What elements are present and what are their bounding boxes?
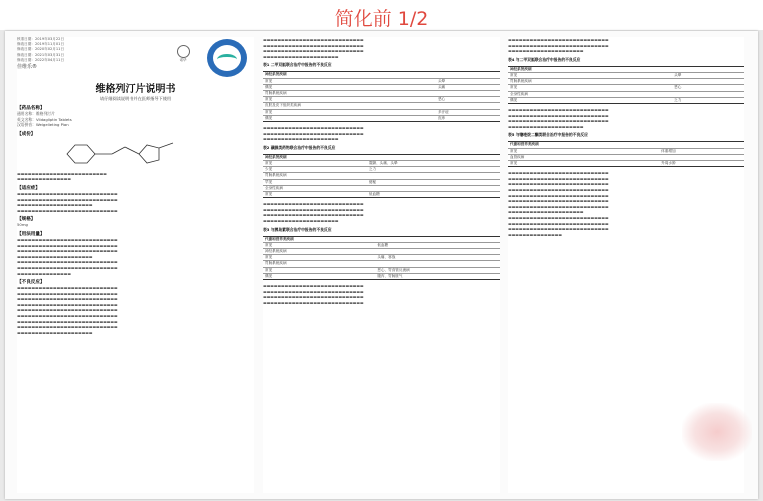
text-line: 通用名称：维格列汀片: [17, 111, 55, 116]
text-placeholder: ▬▬▬▬▬▬▬▬▬▬▬▬▬▬▬▬▬▬▬▬▬▬▬▬▬▬▬▬: [508, 42, 609, 48]
text-placeholder: ▬▬▬▬▬▬▬▬▬▬▬▬▬▬▬▬▬▬▬▬▬▬▬▬▬▬▬▬: [263, 42, 364, 48]
table-cell: 常见: [263, 109, 436, 115]
text-placeholder: ▬▬▬▬▬▬▬▬▬▬▬▬▬▬▬▬▬▬▬▬▬▬▬▬▬▬▬▬: [17, 313, 118, 319]
table-cell: 常见: [263, 160, 367, 166]
table-caption: 表2 磺脲类药物联合治疗中报告的不良反应: [263, 144, 336, 150]
text-placeholder: ▬▬▬▬▬▬▬▬▬▬▬▬▬▬▬▬▬▬▬▬▬: [508, 209, 584, 215]
adverse-reaction-table: [508, 141, 744, 167]
section-heading: 【药品名称】: [17, 106, 45, 111]
table-cell: 血管疾病: [508, 154, 659, 160]
text-placeholder: ▬▬▬▬▬▬▬▬▬▬▬▬▬▬▬▬▬▬▬▬▬▬▬▬▬▬▬▬: [508, 214, 609, 220]
text-placeholder: ▬▬▬▬▬▬▬▬▬▬▬▬▬▬▬▬▬▬▬▬▬▬▬▬▬▬▬▬: [17, 264, 118, 270]
table-cell: 罕见: [263, 179, 367, 185]
table-cell: 胃肠系统疾病: [263, 261, 375, 267]
product-logo-icon: [207, 39, 247, 77]
text-placeholder: ▬▬▬▬▬▬▬▬▬▬▬▬▬▬▬▬▬▬▬▬▬▬▬▬▬▬▬▬: [17, 259, 118, 265]
leaflet-header: [17, 37, 254, 79]
brand-mark: 佳维乐®: [17, 64, 38, 70]
text-placeholder: ▬▬▬▬▬▬▬▬▬▬▬▬▬▬▬▬▬▬▬▬▬▬▬▬▬▬▬▬: [508, 175, 609, 181]
text-placeholder: ▬▬▬▬▬▬▬▬▬▬▬▬▬▬▬▬▬▬▬▬▬▬▬▬▬▬▬▬: [17, 196, 118, 202]
table-cell: 全身性疾病: [508, 91, 672, 97]
date-line: 核准日期：2019年03月22日: [17, 37, 65, 41]
chemical-structure: [17, 139, 254, 169]
text-line: 汉语拼音：Weigelieting Pian: [17, 122, 69, 128]
text-placeholder: ▬▬▬▬▬▬▬▬▬▬▬▬▬▬▬▬▬▬▬▬▬: [17, 202, 93, 208]
text-placeholder: ▬▬▬▬▬▬▬▬▬▬▬▬▬▬▬: [17, 270, 71, 276]
table-cell: 乏力: [367, 167, 500, 173]
table-cell: 偶见: [263, 84, 436, 90]
text-placeholder: ▬▬▬▬▬▬▬▬▬▬▬▬▬▬▬▬▬▬▬▬▬▬▬▬▬▬▬▬: [508, 107, 609, 112]
table-cell: 常见: [263, 242, 375, 248]
table-cell: 偶见: [263, 115, 436, 121]
table-cell: 代谢和营养类疾病: [263, 236, 375, 242]
table-cell: 头痛、寒战: [375, 255, 500, 261]
table-cell: 头痛: [436, 84, 500, 90]
adverse-table: [263, 227, 500, 280]
table-cell: 代谢和营养类疾病: [508, 142, 659, 148]
table-cell: 偶见: [263, 273, 375, 279]
table-cell: 胃肠系统疾病: [263, 90, 436, 96]
table-cell: 常见: [508, 160, 659, 166]
approval-dates: [17, 37, 64, 63]
date-line: 修改日期：2020年02月11日: [17, 47, 65, 52]
section-heading: 【成份】: [17, 131, 36, 137]
table-cell: 常见: [508, 85, 672, 91]
table-cell: 头晕: [436, 78, 500, 84]
date-line: 修改日期：2021年03月31日: [17, 52, 65, 57]
company-logo: 诺华: [172, 45, 194, 61]
leaflet-column-1: [17, 37, 254, 493]
table-cell: 全身性疾病: [263, 185, 367, 191]
text-placeholder: ▬▬▬▬▬▬▬▬▬▬▬▬▬▬▬▬▬▬▬▬▬▬▬▬▬▬▬▬: [17, 307, 118, 313]
section-heading: 【不良反应】: [17, 280, 45, 286]
text-placeholder: ▬▬▬▬▬▬▬▬▬▬▬▬▬▬▬▬▬▬▬▬▬▬▬▬▬▬▬▬: [508, 226, 609, 232]
text-placeholder: ▬▬▬▬▬▬▬▬▬▬▬▬▬▬▬▬▬▬▬▬▬▬▬▬▬▬▬▬: [17, 236, 118, 242]
section-heading: 【规格】: [17, 217, 36, 223]
table-cell: 头晕: [672, 72, 744, 78]
text-placeholder: ▬▬▬▬▬▬▬▬▬▬▬▬▬▬▬▬▬▬▬▬▬▬▬▬▬▬▬▬: [263, 288, 364, 294]
table-cell: 胃肠系统疾病: [263, 173, 367, 179]
section-heading: 【用法用量】: [17, 231, 45, 237]
table-cell: 常见: [263, 192, 367, 198]
text-placeholder: ▬▬▬▬▬▬▬▬▬▬▬▬▬▬▬▬▬▬▬▬▬: [263, 217, 339, 223]
text-placeholder: ▬▬▬▬▬▬▬▬▬▬▬▬▬▬▬▬▬▬▬▬▬▬▬▬▬▬▬▬: [263, 48, 364, 54]
table-cell: 皮肤及皮下组织类疾病: [263, 103, 436, 109]
text-placeholder: ▬▬▬▬▬▬▬▬▬▬▬▬▬▬▬▬▬▬▬▬▬: [263, 136, 339, 142]
text-placeholder: ▬▬▬▬▬▬▬▬▬▬▬▬▬▬▬▬▬▬▬▬▬▬▬▬▬▬▬▬: [263, 37, 364, 42]
text-placeholder: ▬▬▬▬▬▬▬▬▬▬▬▬▬▬▬▬▬▬▬▬▬▬▬▬▬▬▬▬: [508, 192, 609, 198]
adverse-reaction-table: [263, 71, 500, 122]
table-cell: 常见: [508, 148, 659, 154]
text-line: 英文名称：Vildagliptin Tablets: [17, 116, 72, 122]
scanned-leaflet: [5, 31, 758, 499]
adverse-table: [508, 57, 744, 104]
text-placeholder: ▬▬▬▬▬▬▬▬▬▬▬▬▬▬▬▬▬▬▬▬▬▬▬▬▬▬▬▬: [508, 170, 609, 176]
table-row: [263, 273, 500, 279]
text-placeholder: ▬▬▬▬▬▬▬▬▬▬▬▬▬▬▬: [508, 231, 562, 237]
text-placeholder: ▬▬▬▬▬▬▬▬▬▬▬▬▬▬▬▬▬▬▬▬▬▬▬▬▬▬▬▬: [17, 296, 118, 302]
leaflet-subtitle: 请仔细阅读说明书并在医师指导下使用: [99, 96, 172, 101]
text-placeholder: ▬▬▬▬▬▬▬▬▬▬▬▬▬▬▬▬▬▬▬▬▬▬▬▬▬▬▬▬: [263, 201, 364, 207]
table-caption: 表3 与胰岛素联合治疗中报告的不良反应: [263, 226, 332, 232]
adverse-reaction-table: [263, 236, 500, 280]
text-placeholder: ▬▬▬▬▬▬▬▬▬▬▬▬▬▬▬▬▬▬▬▬▬▬▬▬▬▬▬▬: [263, 294, 364, 300]
text-placeholder: ▬▬▬▬▬▬▬▬▬▬▬▬▬▬▬▬▬▬▬▬▬▬▬▬▬▬▬▬: [17, 301, 118, 307]
table-cell: 少见: [263, 167, 367, 173]
text-placeholder: ▬▬▬▬▬▬▬▬▬▬▬▬▬▬▬▬▬▬▬▬▬▬▬▬▬▬▬▬: [508, 181, 609, 187]
text-placeholder: ▬▬▬▬▬▬▬▬▬▬▬▬▬▬▬▬▬▬▬▬▬: [17, 329, 93, 335]
text-placeholder: ▬▬▬▬▬▬▬▬▬▬▬▬▬▬▬▬▬▬▬▬▬▬▬▬▬▬▬▬: [508, 37, 609, 42]
table-cell: 神经系统疾病: [508, 66, 672, 72]
table-cell: 常见: [263, 255, 375, 261]
text-placeholder: ▬▬▬▬▬▬▬▬▬▬▬▬▬▬▬▬▬▬▬▬▬▬▬▬▬▬▬▬: [508, 186, 609, 192]
table-cell: 外周水肿: [659, 160, 744, 166]
table-cell: 神经系统疾病: [263, 248, 375, 254]
text-placeholder: ▬▬▬▬▬▬▬▬▬▬▬▬▬▬▬▬▬▬▬▬▬▬▬▬▬▬▬▬: [263, 299, 364, 305]
table-cell: 偶见: [508, 97, 672, 103]
text-placeholder: ▬▬▬▬▬▬▬▬▬▬▬▬▬▬▬▬▬▬▬▬▬▬▬▬▬: [17, 170, 107, 176]
leaflet-title: 维格列汀片说明书: [95, 84, 176, 95]
table-cell: 便秘: [367, 179, 500, 185]
text-placeholder: ▬▬▬▬▬▬▬▬▬▬▬▬▬▬▬▬▬▬▬▬▬▬▬▬▬▬▬▬: [17, 324, 118, 330]
text-placeholder: ▬▬▬▬▬▬▬▬▬▬▬▬▬▬▬▬▬▬▬▬▬▬▬▬▬▬▬▬: [508, 118, 609, 124]
table-cell: 神经系统疾病: [263, 154, 367, 160]
text-placeholder: ▬▬▬▬▬▬▬▬▬▬▬▬▬▬▬▬▬▬▬▬▬: [508, 48, 584, 54]
table-cell: 常见: [508, 72, 672, 78]
table-caption: 表1 二甲双胍联合治疗中报告的不良反应: [263, 62, 332, 68]
adverse-reaction-table: [263, 154, 500, 198]
adverse-table: [263, 62, 500, 122]
table-cell: 腹泻、胃肠胀气: [375, 273, 500, 279]
table-cell: 多汗症: [436, 109, 500, 115]
table-cell: 常见: [263, 78, 436, 84]
table-cell: 乏力: [672, 97, 744, 103]
table-row: [263, 115, 500, 121]
text-placeholder: ▬▬▬▬▬▬▬▬▬▬▬▬▬▬▬▬▬▬▬▬▬▬▬▬▬▬▬▬: [17, 285, 118, 291]
text-placeholder: ▬▬▬▬▬▬▬▬▬▬▬▬▬▬▬▬▬▬▬▬▬▬▬▬▬▬▬▬: [508, 203, 609, 209]
section-heading: 【适应症】: [17, 185, 40, 191]
text-placeholder: ▬▬▬▬▬▬▬▬▬▬▬▬▬▬▬▬▬▬▬▬▬: [263, 53, 339, 59]
table-row: [508, 160, 744, 166]
table-cell: 恶心: [436, 97, 500, 103]
table-row: [508, 97, 744, 103]
text-placeholder: ▬▬▬▬▬▬▬▬▬▬▬▬▬▬▬▬▬▬▬▬▬: [17, 253, 93, 259]
table-cell: 恶心、胃食管反流病: [375, 267, 500, 273]
table-caption: 表4 与二甲双胍联合治疗中报告的不良反应: [508, 56, 581, 62]
table-cell: 震颤、头痛、头晕: [367, 160, 500, 166]
text-placeholder: ▬▬▬▬▬▬▬▬▬▬▬▬▬▬▬▬▬▬▬▬▬▬▬▬▬▬▬▬: [263, 130, 364, 136]
text-placeholder: ▬▬▬▬▬▬▬▬▬▬▬▬▬▬▬▬▬▬▬▬▬▬▬▬▬▬▬▬: [508, 198, 609, 204]
table-cell: 低血糖: [367, 192, 500, 198]
adverse-table: [263, 145, 500, 198]
text-placeholder: ▬▬▬▬▬▬▬▬▬▬▬▬▬▬▬▬▬▬▬▬▬▬▬▬▬▬▬▬: [508, 220, 609, 226]
table-row: [263, 192, 500, 198]
table-cell: 胃肠系统疾病: [508, 79, 672, 85]
text-placeholder: ▬▬▬▬▬▬▬▬▬▬▬▬▬▬▬▬▬▬▬▬▬▬▬▬▬▬▬▬: [17, 290, 118, 296]
text-placeholder: ▬▬▬▬▬▬▬▬▬▬▬▬▬▬▬▬▬▬▬▬▬▬▬▬▬▬▬▬: [17, 190, 118, 196]
text-placeholder: ▬▬▬▬▬▬▬▬▬▬▬▬▬▬▬▬▬▬▬▬▬: [508, 123, 584, 129]
text-placeholder: ▬▬▬▬▬▬▬▬▬▬▬▬▬▬▬▬▬▬▬▬▬▬▬▬▬▬▬▬: [263, 125, 364, 130]
adverse-table: [508, 132, 744, 167]
text-placeholder: ▬▬▬▬▬▬▬▬▬▬▬▬▬▬▬▬▬▬▬▬▬▬▬▬▬▬▬▬: [263, 212, 364, 218]
specification-value: 50mg: [17, 222, 28, 228]
text-placeholder: ▬▬▬▬▬▬▬▬▬▬▬▬▬▬▬: [17, 176, 71, 182]
date-line: 修改日期：2022年04月11日: [17, 57, 65, 62]
text-placeholder: ▬▬▬▬▬▬▬▬▬▬▬▬▬▬▬▬▬▬▬▬▬▬▬▬▬▬▬▬: [17, 242, 118, 248]
text-placeholder: ▬▬▬▬▬▬▬▬▬▬▬▬▬▬▬▬▬▬▬▬▬▬▬▬▬▬▬▬: [508, 112, 609, 118]
text-placeholder: ▬▬▬▬▬▬▬▬▬▬▬▬▬▬▬▬▬▬▬▬▬▬▬▬▬▬▬▬: [263, 283, 364, 288]
table-cell: 体重增加: [659, 148, 744, 154]
table-caption: 表5 与噻唑烷二酮类联合治疗中报告的不良反应: [508, 132, 588, 138]
table-cell: 常见: [263, 97, 436, 103]
table-cell: 皮疹: [436, 115, 500, 121]
adverse-reaction-table: [508, 66, 744, 104]
table-cell: 神经系统疾病: [263, 72, 436, 78]
banner-title: 简化前 1/2: [334, 8, 429, 30]
table-cell: 常见: [263, 267, 375, 273]
text-placeholder: ▬▬▬▬▬▬▬▬▬▬▬▬▬▬▬▬▬▬▬▬▬▬▬▬▬▬▬▬: [17, 207, 118, 213]
top-banner: [0, 0, 763, 30]
text-placeholder: ▬▬▬▬▬▬▬▬▬▬▬▬▬▬▬▬▬▬▬▬▬▬▬▬▬▬▬▬: [263, 206, 364, 212]
date-line: 修改日期：2019年11月01日: [17, 42, 65, 47]
leaflet-column-2: [263, 37, 500, 493]
table-cell: 恶心: [672, 85, 744, 91]
text-placeholder: ▬▬▬▬▬▬▬▬▬▬▬▬▬▬▬▬▬▬▬▬▬▬▬▬▬▬▬▬: [17, 248, 118, 254]
table-cell: 低血糖: [375, 242, 500, 248]
blurred-stamp: [682, 403, 752, 461]
text-placeholder: ▬▬▬▬▬▬▬▬▬▬▬▬▬▬▬▬▬▬▬▬▬▬▬▬▬▬▬▬: [17, 318, 118, 324]
